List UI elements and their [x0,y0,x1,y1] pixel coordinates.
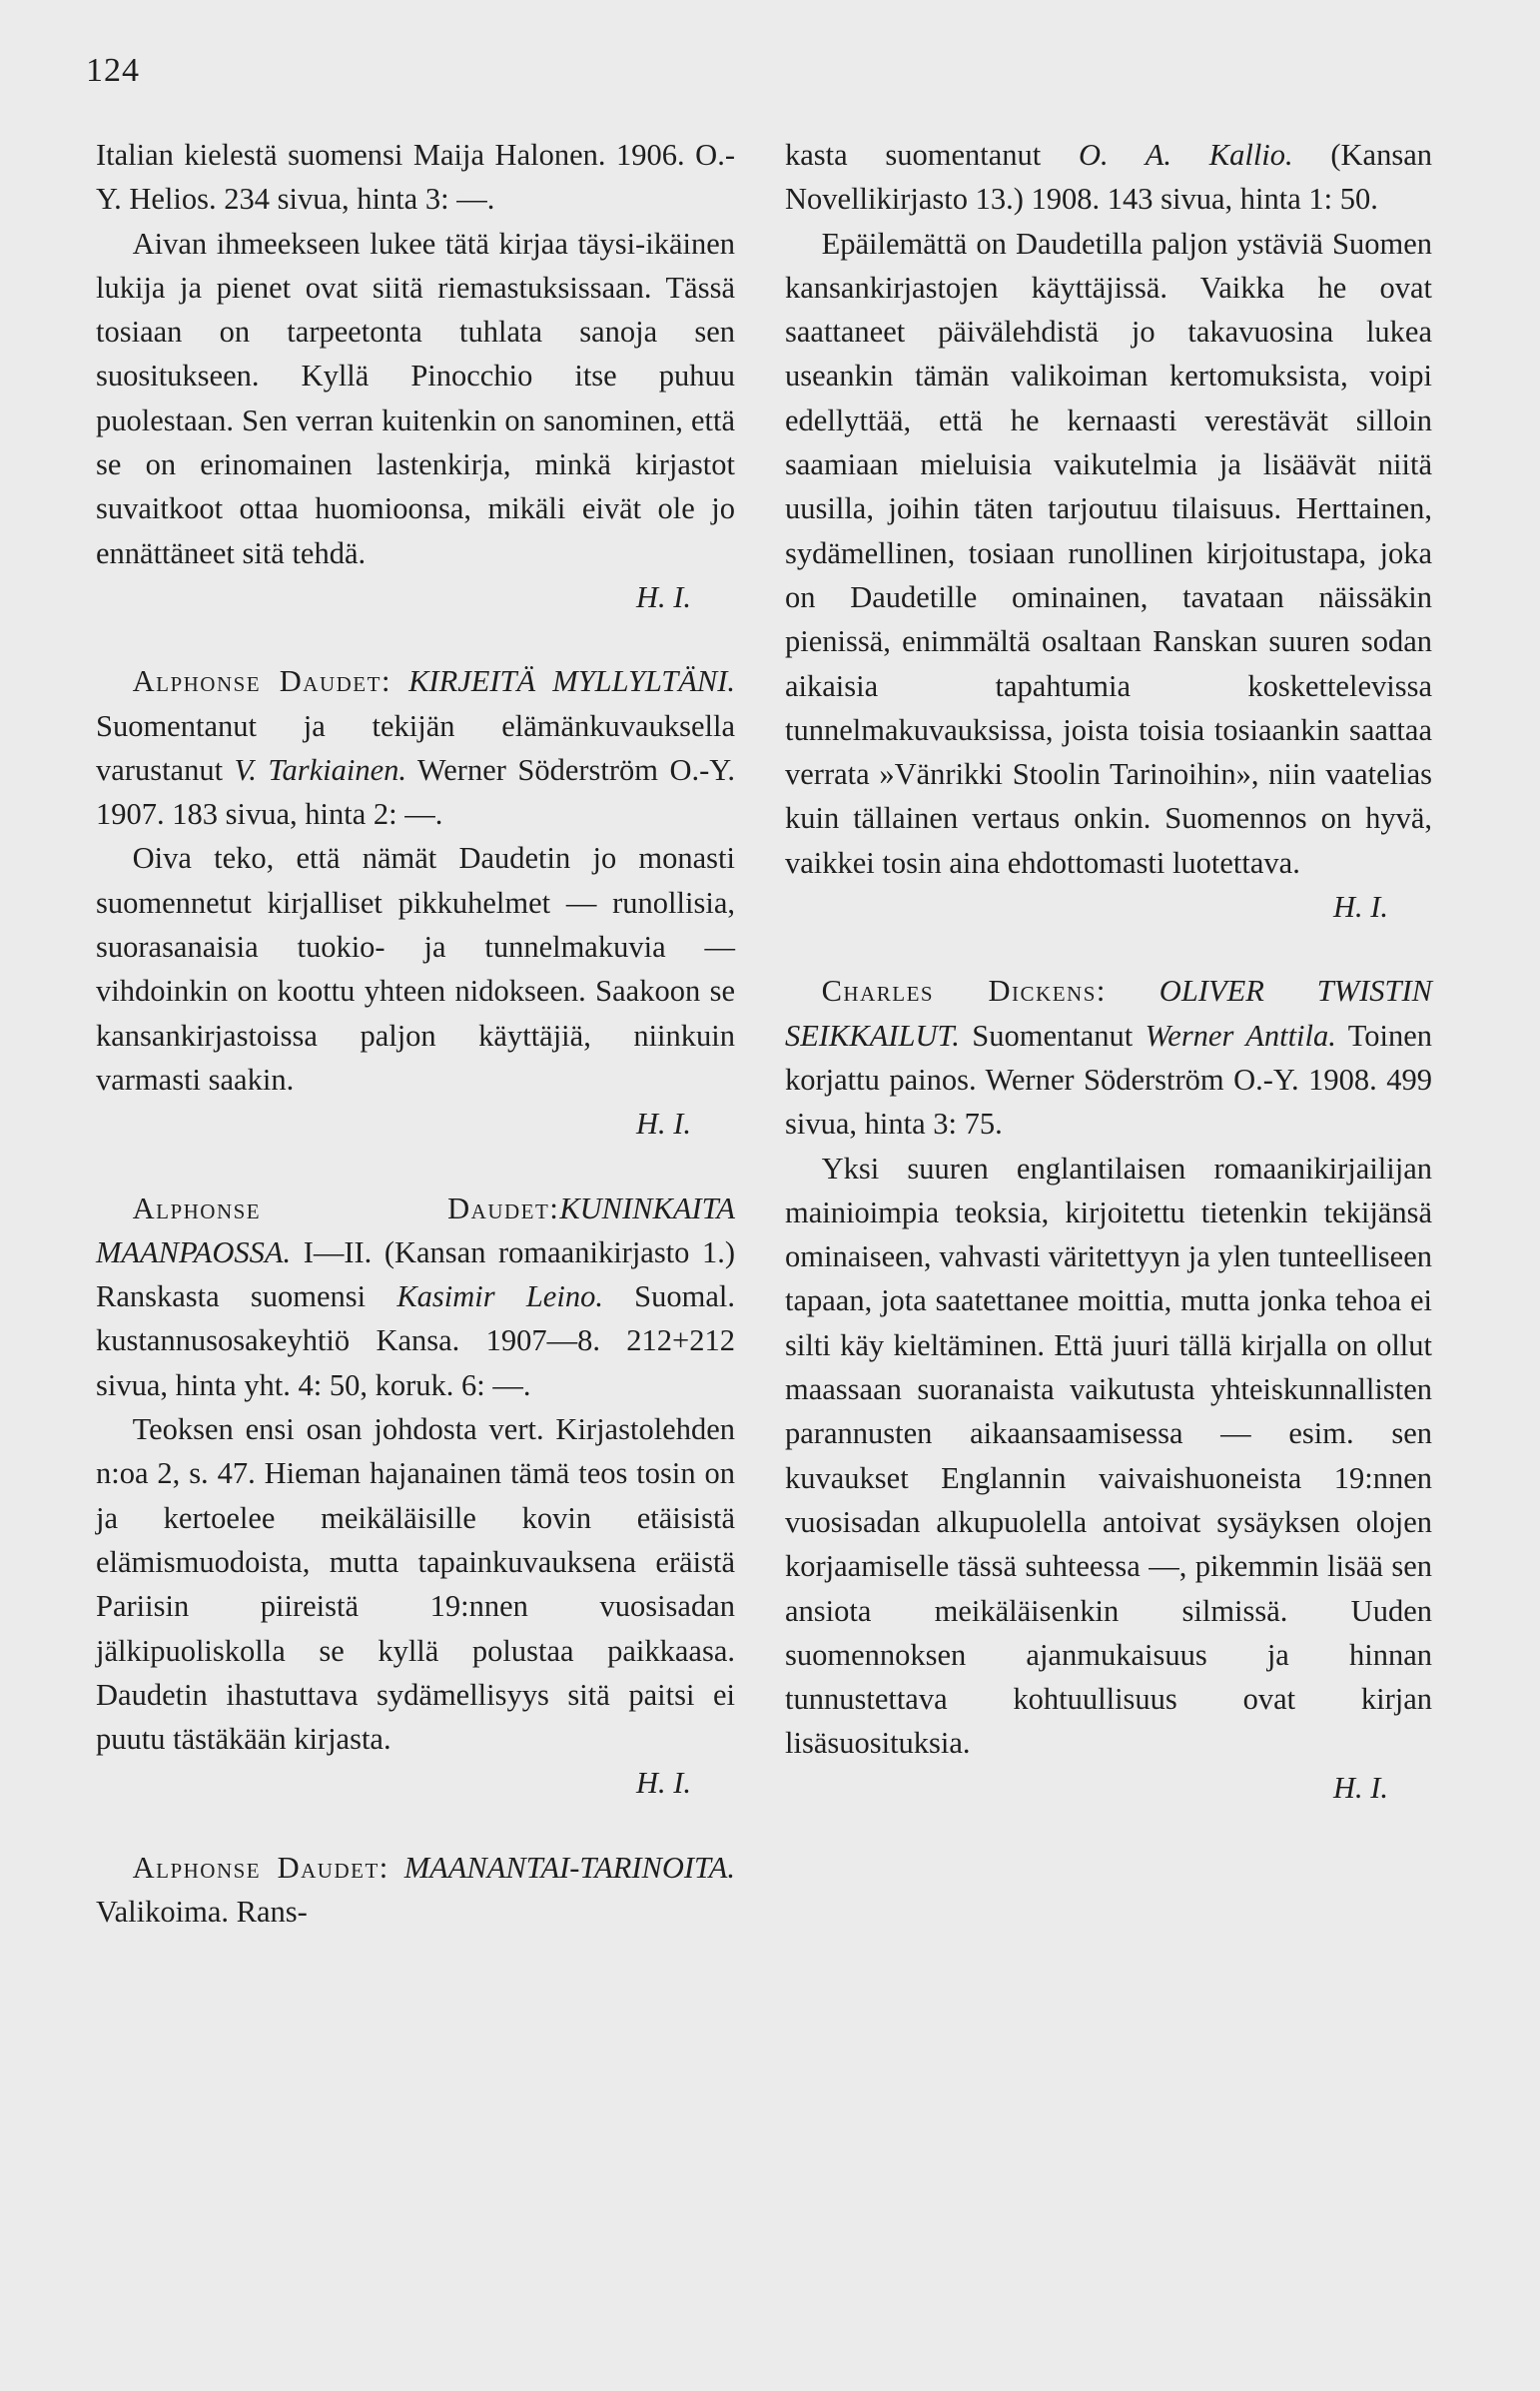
review-header [96,1846,735,1935]
review-body: Oiva teko, että nämät Daudetin jo monasti suomennetut kirjalliset pikkuhelmet — runollisia, suorasanaisia tuokio- ja tunnelmakuvia — vihdoinkin on koottu yhteen nidokseen. Saakoon se kansankirjastoissa paljon käyttäjiä, niinkuin varmasti saakin. [96,841,735,1097]
review-details: Valikoima. Rans- [96,1894,308,1929]
review-details-a: I—II. (Kansan romaanikirjasto 1.) Ranskasta suomensi [96,1234,736,1314]
review-body: Epäilemättä on Daudetilla paljon ystäviä Suomen kansankirjastojen käyttäjissä. Vaikka he ovat saattaneet päivälehdistä jo takavuosina lukea useankin tämän valikoiman kertomuksista, voipi edellyttää, että he kernaasti verestävät silloin saamiaan mieluisia vaikutelmia ja lisäävät niitä uusilla, joihin täten tarjoutuu tilaisuus. Herttainen, sydämellinen, tosiaan runollinen kirjoitustapa, joka on Daudetille ominainen, tavataan näissäkin pienissä, enimmältä osaltaan Ranskan suuren sodan aikaisia tapahtumia koskettelevissa tunnelmakuvauksissa, joista toisia tosiaankin saattaa verrata »Vänrikki Stoolin Tarinoihin», niin vaatelias kuin tällainen vertaus onkin. Suomennos on hyvä, vaikkei tosin aina ehdottomasti luotettava. [785,226,1432,880]
review-author: Alphonse Daudet: [132,1850,389,1885]
review-header [96,1187,735,1407]
review-header [96,659,735,836]
review-title: KUNINKAITA MAANPAOSSA. [96,1191,735,1269]
review-body: Yksi suuren englantilaisen romaanikirjailijan mainioimpia teoksia, kirjoitettu tietenkin tekijänsä ominaiseen, vahvasti väritettyyn ja ylen tunteelliseen tapaan, jota saatettanee moittia, mutta jonka tehoa ei silti käy kieltäminen. Että juuri tällä kirjalla on ollut maassaan suoranaista vaikutusta yhteiskunnallisten parannusten aikaansaamisessa — esim. sen kuvaukset Englannin vaivaishuoneista 19:nnen vuosisadan alkupuolella antoivat sysäyksen olojen korjaamiselle tässä suhteessa —, pikemmin lisää sen ansiota meikäläisenkin silmissä. Uuden suomennoksen ajanmukaisuus ja hinnan tunnustettava kohtuullisuus ovat kirjan lisäsuosituksia. [785,1151,1432,1761]
page-number: 124 [86,52,140,89]
review-details-b: Werner Söderström O.-Y. 1907. 183 sivua, hinta 2: —. [96,752,735,832]
reviewer-signature: H. I. [635,1107,691,1142]
right-column [785,133,1432,1810]
reviewer-signature: H. I. [635,1766,691,1801]
review-body: Teoksen ensi osan johdosta vert. Kirjastolehden n:oa 2, s. 47. Hieman hajanainen tämä teos tosin on ja kertoelee meikäläisille kovin etäisistä elämismuodoista, mutta tapainkuvauksena eräistä Pariisin piireistä 19:nnen vuosisadan jälkipuoliskolla se kyllä polustaa paikkaasa. Daudetin ihastuttava sydämellisyys sitä paitsi ei puutu tästäkään kirjasta. [96,1412,735,1757]
review-details-a: Suomentanut [972,1018,1134,1053]
continued-review [96,133,735,619]
left-column [96,133,735,1934]
review-translator: Werner Anttila. [1145,1018,1336,1053]
review-details-b: (Kansan Novellikirjasto 13.) 1908. 143 sivua, hinta 1: 50. [785,138,1432,217]
review-kuninkaita-maanpaossa [96,1187,735,1806]
review-maanantai-tarinoita [96,1846,735,1935]
review-oliver-twist [785,969,1432,1810]
review-details-a: Suomentanut ja tekijän elämänkuvauksella varustanut [96,708,735,787]
review-details-b: Suomal. kustannusosakeyhtiö Kansa. 1907—8. 212+212 sivua, hinta yht. 4: 50, koruk. 6: —. [96,1279,735,1402]
review-body: Aivan ihmeekseen lukee tätä kirjaa täysi-ikäinen lukija ja pienet ovat siitä riemastuksissaan. Tässä tosiaan on tarpeetonta tuhlata sanoja sen suositukseen. Kyllä Pinocchio itse puhuu puolestaan. Sen verran kuitenkin on sanominen, että se on erinomainen lastenkirja, minkä kirjastot suvaitkoot ottaa huomioonsa, mikäli eivät ole jo ennättäneet sitä tehdä. [96,226,735,570]
reviewer-signature: H. I. [1332,890,1388,925]
reviewer-signature: H. I. [635,579,691,614]
review-kirjeita-myllyltani [96,659,735,1146]
review-author: Alphonse Daudet: [132,664,391,699]
review-details [785,133,1432,222]
continued-review [785,133,1432,929]
review-author: Alphonse Daudet: [132,1191,560,1225]
review-header [785,969,1432,1146]
review-details: Italian kielestä suomensi Maija Halonen. 1906. O.-Y. Helios. 234 sivua, hinta 3: —. [96,138,735,217]
review-translator: V. Tarkiainen. [234,752,406,787]
review-details-a: kasta suomentanut [785,138,1042,172]
review-translator: O. A. Kallio. [1078,138,1293,172]
review-author: Charles Dickens: [821,974,1107,1009]
review-title: KIRJEITÄ MYLLYLTÄNI. [408,664,736,699]
reviewer-signature: H. I. [1332,1770,1388,1805]
review-title: MAANANTAI-TARINOITA. [403,1850,735,1885]
review-translator: Kasimir Leino. [396,1279,603,1314]
review-details-b: Toinen korjattu painos. Werner Söderström O.-Y. 1908. 499 sivua, hinta 3: 75. [785,1018,1433,1142]
review-title: OLIVER TWISTIN SEIKKAILUT. [785,974,1432,1053]
